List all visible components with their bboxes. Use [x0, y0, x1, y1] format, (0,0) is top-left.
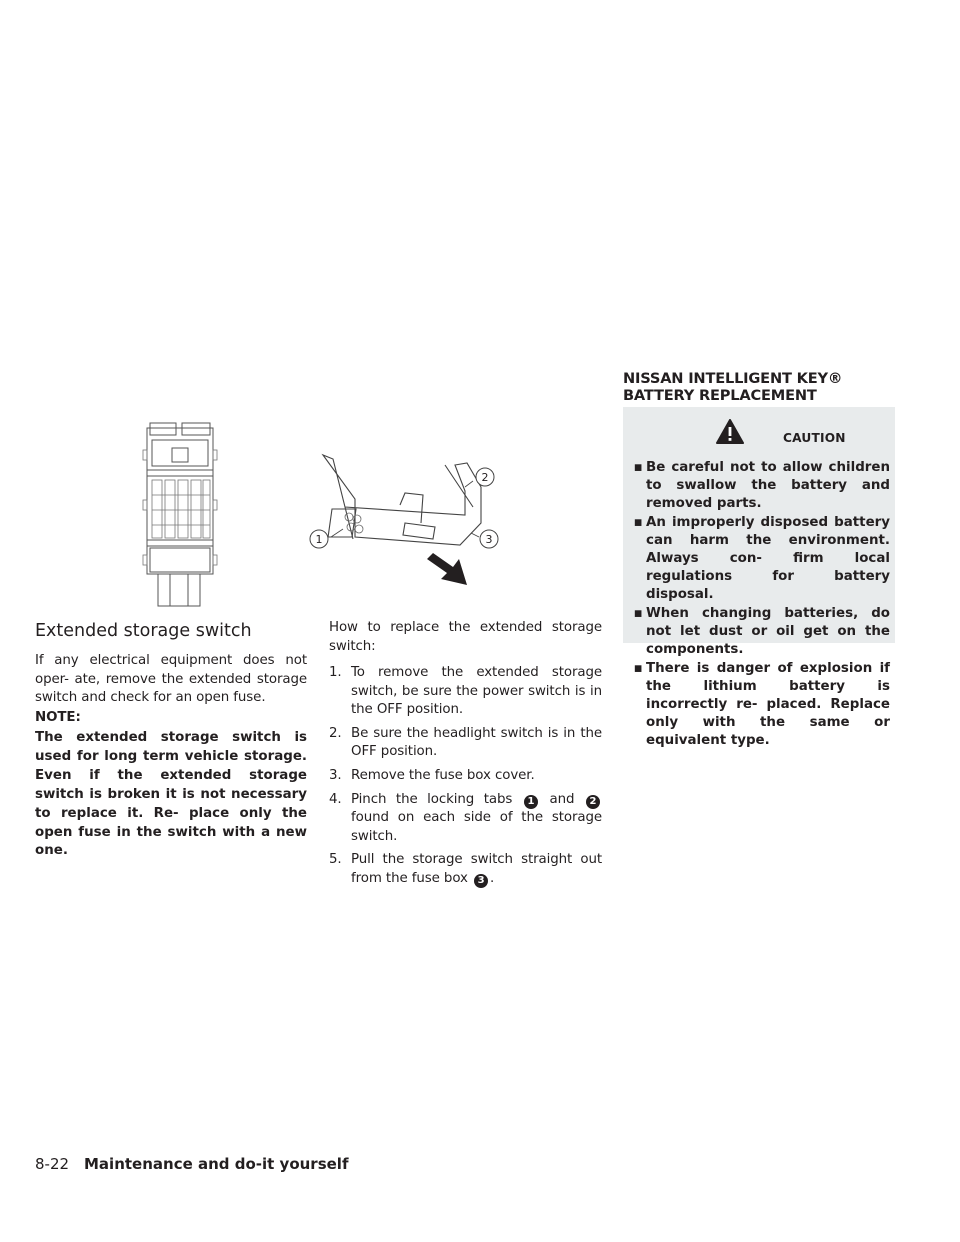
callout-label-3: 3 [485, 533, 493, 546]
bullet: ▪ [633, 661, 643, 676]
callout-badge-2: 2 [586, 795, 600, 809]
section-title-battery-replacement: NISSAN INTELLIGENT KEY® BATTERY REPLACEMENT [623, 370, 843, 404]
step-text-part: . [490, 870, 495, 886]
caution-header [623, 419, 895, 449]
step-text-part: found on each side of the storage switch. [351, 810, 602, 844]
bullet: ▪ [633, 515, 643, 530]
page-number: 8-22 [35, 1155, 70, 1173]
footer-section-title: Maintenance and do-it yourself [84, 1155, 349, 1173]
step-text-part: Pinch the locking tabs [351, 791, 513, 807]
section-heading-extended-storage: Extended storage switch [35, 621, 252, 641]
step-text-part: Pull the storage switch straight out from the fuse box [351, 852, 602, 886]
extended-storage-switch-illustration [140, 420, 220, 610]
caution-item-text: An improperly disposed battery can harm the environment. Always con- firm local regulations for battery disposal. [646, 515, 890, 602]
caution-box [623, 407, 895, 748]
warning-triangle-icon [716, 419, 744, 445]
step-number: 2. [329, 725, 342, 741]
step-text: To remove the extended storage switch, be sure the power switch is in the OFF position. [351, 665, 602, 718]
callout-label-2: 2 [481, 471, 489, 484]
replacement-steps-list [329, 664, 602, 894]
bullet: ▪ [633, 460, 643, 475]
step-number: 5. [329, 852, 342, 868]
callout-badge-1: 1 [524, 795, 538, 809]
step-item [329, 664, 602, 720]
step-number: 3. [329, 767, 342, 783]
step-item [329, 791, 602, 847]
step-text-part: and [549, 791, 575, 807]
step-text [351, 791, 602, 847]
step-text: Remove the fuse box cover. [351, 767, 535, 783]
caution-item [630, 660, 890, 750]
step-item [329, 767, 602, 786]
extended-storage-intro: If any electrical equipment does not oper- ate, remove the extended storage switch and check for an open fuse. [35, 653, 307, 706]
pull-direction-arrow-icon [427, 553, 467, 585]
caution-item [630, 514, 890, 604]
step-item [329, 851, 602, 888]
caution-list [630, 459, 890, 751]
step-number: 1. [329, 665, 342, 680]
caution-item-text: Be careful not to allow children to swallow the battery and removed parts. [646, 460, 890, 511]
step-text: Be sure the headlight switch is in the OFF position. [351, 725, 602, 760]
caution-item-text: When changing batteries, do not let dust or oil get on the components. [646, 606, 890, 657]
switch-removal-illustration [305, 445, 515, 595]
step-item [329, 725, 602, 762]
note-label: NOTE: [35, 710, 81, 725]
step-number: 4. [329, 791, 342, 807]
note-text: The extended storage switch is used for long term vehicle storage. Even if the extended storage switch is broken it is not necessary to replace it. Re- place only the open fuse in the switch with a new one. [35, 730, 307, 859]
caution-item [630, 605, 890, 659]
callout-label-1: 1 [315, 533, 323, 546]
callout-badge-3: 3 [474, 874, 488, 888]
caution-item [630, 459, 890, 513]
step-text [351, 851, 602, 888]
caution-label: CAUTION [783, 431, 846, 445]
howto-intro: How to replace the extended storage switch: [329, 620, 602, 654]
caution-item-text: There is danger of explosion if the lithium battery is incorrectly re- placed. Replace only with the same or equivalent type. [646, 661, 890, 748]
bullet: ▪ [633, 606, 643, 621]
